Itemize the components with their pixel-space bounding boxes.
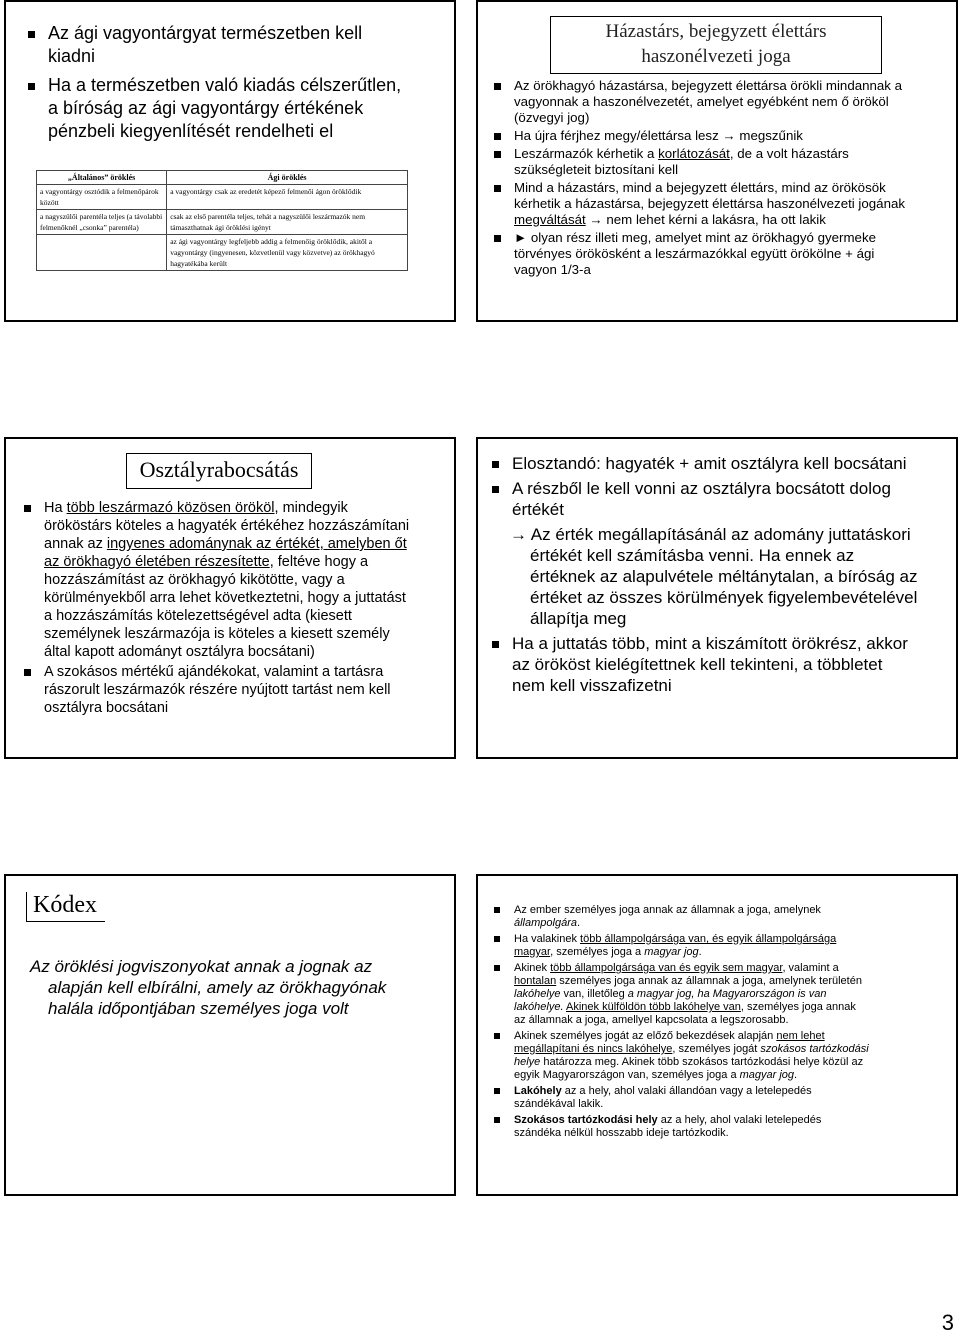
code-quote: [30, 956, 422, 1019]
slide-3-title: Osztályrabocsátás: [126, 453, 312, 489]
underlined-text: ingyenes adománynak az értékét, amelyben őt az örökhagyó életében részesítette: [44, 536, 407, 570]
quote-line: alapján kell elbírálni, amely az örökhagyónak: [48, 978, 387, 997]
slide-5-title: Kódex: [26, 892, 105, 922]
text: , valamint a: [782, 962, 839, 974]
bullet: [20, 499, 416, 661]
table-cell: a vagyontárgy osztódik a felmenőpárok között: [37, 185, 167, 210]
underlined-text: Akinek külföldön több lakóhelye van: [566, 1001, 741, 1013]
title-line: Házastárs, bejegyzett élettárs: [605, 21, 827, 42]
bold-text: Lakóhely: [514, 1085, 562, 1097]
slide-3: [4, 437, 456, 759]
underlined-text: korlátozását: [658, 146, 730, 161]
table-cell: a nagyszülői parentéla teljes (a távolabbi felmenőknél „csonka” parentéla): [37, 210, 167, 235]
page-number: 3: [941, 1310, 954, 1335]
text: Akinek személyes jogát az előző bekezdések alapján: [514, 1030, 777, 1042]
bullet: [490, 146, 910, 178]
table-cell: csak az első parentéla teljes, tehát a nagyszülői leszármazók nem támaszthatnak ági öröklési igényt: [167, 210, 408, 235]
bullet: [490, 1030, 870, 1082]
bullet: [490, 933, 870, 959]
bullet: [490, 1114, 870, 1140]
slide-4: [476, 437, 958, 759]
underlined-text: több állampolgársága van, és egyik állampolgársága magyar: [514, 933, 837, 958]
text: Akinek: [514, 962, 551, 974]
slide-2-bullets: [490, 78, 910, 280]
text: A részből le kell vonni az osztályra bocsátott dolog értékét: [512, 479, 891, 519]
underlined-text: nem lehet megállapítani és nincs lakóhelye: [514, 1030, 825, 1055]
underlined-text: több állampolgársága van és egyik sem magyar: [550, 962, 783, 974]
table-row: [37, 235, 408, 271]
text: Ha: [44, 500, 67, 516]
text: személyes joga annak az államnak a joga, amelynek területén: [556, 975, 862, 987]
quote-line: Az öröklési jogviszonyokat annak a jognak az: [30, 957, 373, 976]
title-line: haszonélvezeti joga: [641, 46, 791, 67]
table-row: [37, 210, 408, 235]
text: az a hely, ahol valaki letelepedés szándéka nélkül hosszabb ideje tartózkodik.: [514, 1114, 822, 1139]
text: Az ember személyes joga annak az államnak a joga, amelynek: [514, 904, 821, 916]
italic-text: lakóhelye: [514, 988, 561, 1000]
bullet: Ha a juttatás több, mint a kiszámított örökrész, akkor az örököst kielégítettnek kell tekinteni, a többletet nem kell visszafizetni: [488, 633, 918, 696]
bullet: ► olyan rész illeti meg, amelyet mint az örökhagyó gyermeke törvényes örökösként a leszármazókkal együtt örökölne + ági vagyon 1/3-a: [490, 230, 910, 278]
bullet: Elosztandó: hagyaték + amit osztályra kell bocsátani: [488, 453, 918, 474]
table-header: „Általános” öröklés: [37, 171, 167, 185]
table-cell: a vagyontárgy csak az eredetét képező felmenői ágon öröklődik: [167, 185, 408, 210]
text: , személyes joga a: [550, 946, 645, 958]
slide-2-title: [550, 16, 882, 74]
text: .: [698, 946, 702, 958]
bullet: Az örökhagyó házastársa, bejegyzett élettársa örökli mindannak a vagyonnak a haszonélvezetét, amelyet egyébként nem ő örököl (özvegyi jog): [490, 78, 910, 126]
inheritance-comparison-table: [36, 170, 408, 271]
text: , személyes joga annak az államnak a joga, amellyel kapcsolata a legszorosabb.: [514, 1001, 856, 1026]
bullet: [490, 180, 910, 228]
slide-2: [476, 0, 958, 322]
underlined-text: hontalan: [514, 975, 557, 987]
text: Ha valakinek: [514, 933, 581, 945]
italic-text: magyar jog: [644, 946, 699, 958]
italic-text: szokásos tartózkodási helye: [514, 1043, 869, 1068]
text: , feltéve hogy a hozzászámítást az örökhagyó kikötötte, vagy a körülményekből arra lehet következtetni, hogy a juttatást a hozzászámítás kötelezettségével adta (kiesett személynek leszármazója is köteles a kiesett személy által kapott adományt osztályra bocsátani): [44, 554, 406, 660]
bullet: [488, 478, 918, 629]
text: az a hely, ahol valaki állandóan vagy a letelepedés szándékával lakik.: [514, 1085, 812, 1110]
slide-3-bullets: [20, 499, 416, 719]
table-cell: az ági vagyontárgy legfeljebb addig a felmenőig öröklődik, akitől a vagyontárgy (ingyenesen, közvetlenül vagy közvetve) az örökhagyó hagyatékába került: [167, 235, 408, 271]
slide-1-bullets: [24, 22, 414, 149]
bullet: Ha újra férjhez megy/élettársa lesz → megszűnik: [490, 128, 910, 144]
table-row: [37, 185, 408, 210]
bullet: [490, 904, 870, 930]
text: van, illetőleg: [560, 988, 628, 1000]
text: → Az érték megállapításánál az adomány juttatáskori értékét kell számításba venni. Ha ennek az értéknek az alapulvétele méltánytalan, a bíróság az értéket az összes körülmények figyelembevételével állapítja meg: [510, 525, 918, 628]
text: .: [576, 917, 581, 929]
slide-4-bullets: [488, 453, 918, 700]
text: Leszármazók kérhetik a: [514, 146, 659, 161]
bullet: [490, 1085, 870, 1111]
text: , mindegyik örököstárs köteles a hagyaték értékéhez hozzászámítani annak az: [44, 500, 410, 552]
italic-text: állampolgára: [514, 917, 577, 929]
italic-text: magyar jog: [739, 1069, 795, 1081]
table-header: Ági öröklés: [167, 171, 408, 185]
slide-5: [4, 874, 456, 1196]
quote-line: halála időpontjában személyes joga volt: [48, 999, 349, 1018]
text: határozza meg. Akinek több szokásos tartózkodási helye közül az egyik Magyarországon van, személyes joga a: [514, 1056, 864, 1081]
underlined-text: megváltását: [514, 212, 586, 227]
slide-6: [476, 874, 958, 1196]
underlined-text: több leszármazó közösen örököl: [66, 500, 275, 516]
bullet: A szokásos mértékű ajándékokat, valamint a tartásra rászorult leszármazók részére nyújtott tartást nem kell osztályra bocsátani: [20, 663, 416, 717]
bullet: Ha a természetben való kiadás célszerűtlen, a bíróság az ági vagyontárgy értékének pénzbeli kiegyenlítését rendelheti el: [24, 74, 414, 143]
slide-1: [4, 0, 456, 322]
text: , de a volt házastárs szükségleteit biztosítani kell: [514, 146, 849, 177]
table-cell: [37, 235, 167, 271]
italic-text: a magyar jog, ha Magyarországon is van lakóhelye.: [514, 988, 827, 1013]
bullet: [490, 962, 870, 1027]
slide-6-bullets: [490, 904, 870, 1143]
bullet: Az ági vagyontárgyat természetben kell kiadni: [24, 22, 414, 68]
bold-text: Szokásos tartózkodási hely: [514, 1114, 658, 1126]
text: Mind a házastárs, mind a bejegyzett élettárs, mind az örökösök kérhetik a házastársa, bejegyzett élettársa haszonélvezeti jogának: [514, 180, 906, 211]
text: → nem lehet kérni a lakásra, ha ott lakik: [585, 212, 826, 227]
text: .: [794, 1069, 798, 1081]
text: , személyes jogát: [672, 1043, 761, 1055]
